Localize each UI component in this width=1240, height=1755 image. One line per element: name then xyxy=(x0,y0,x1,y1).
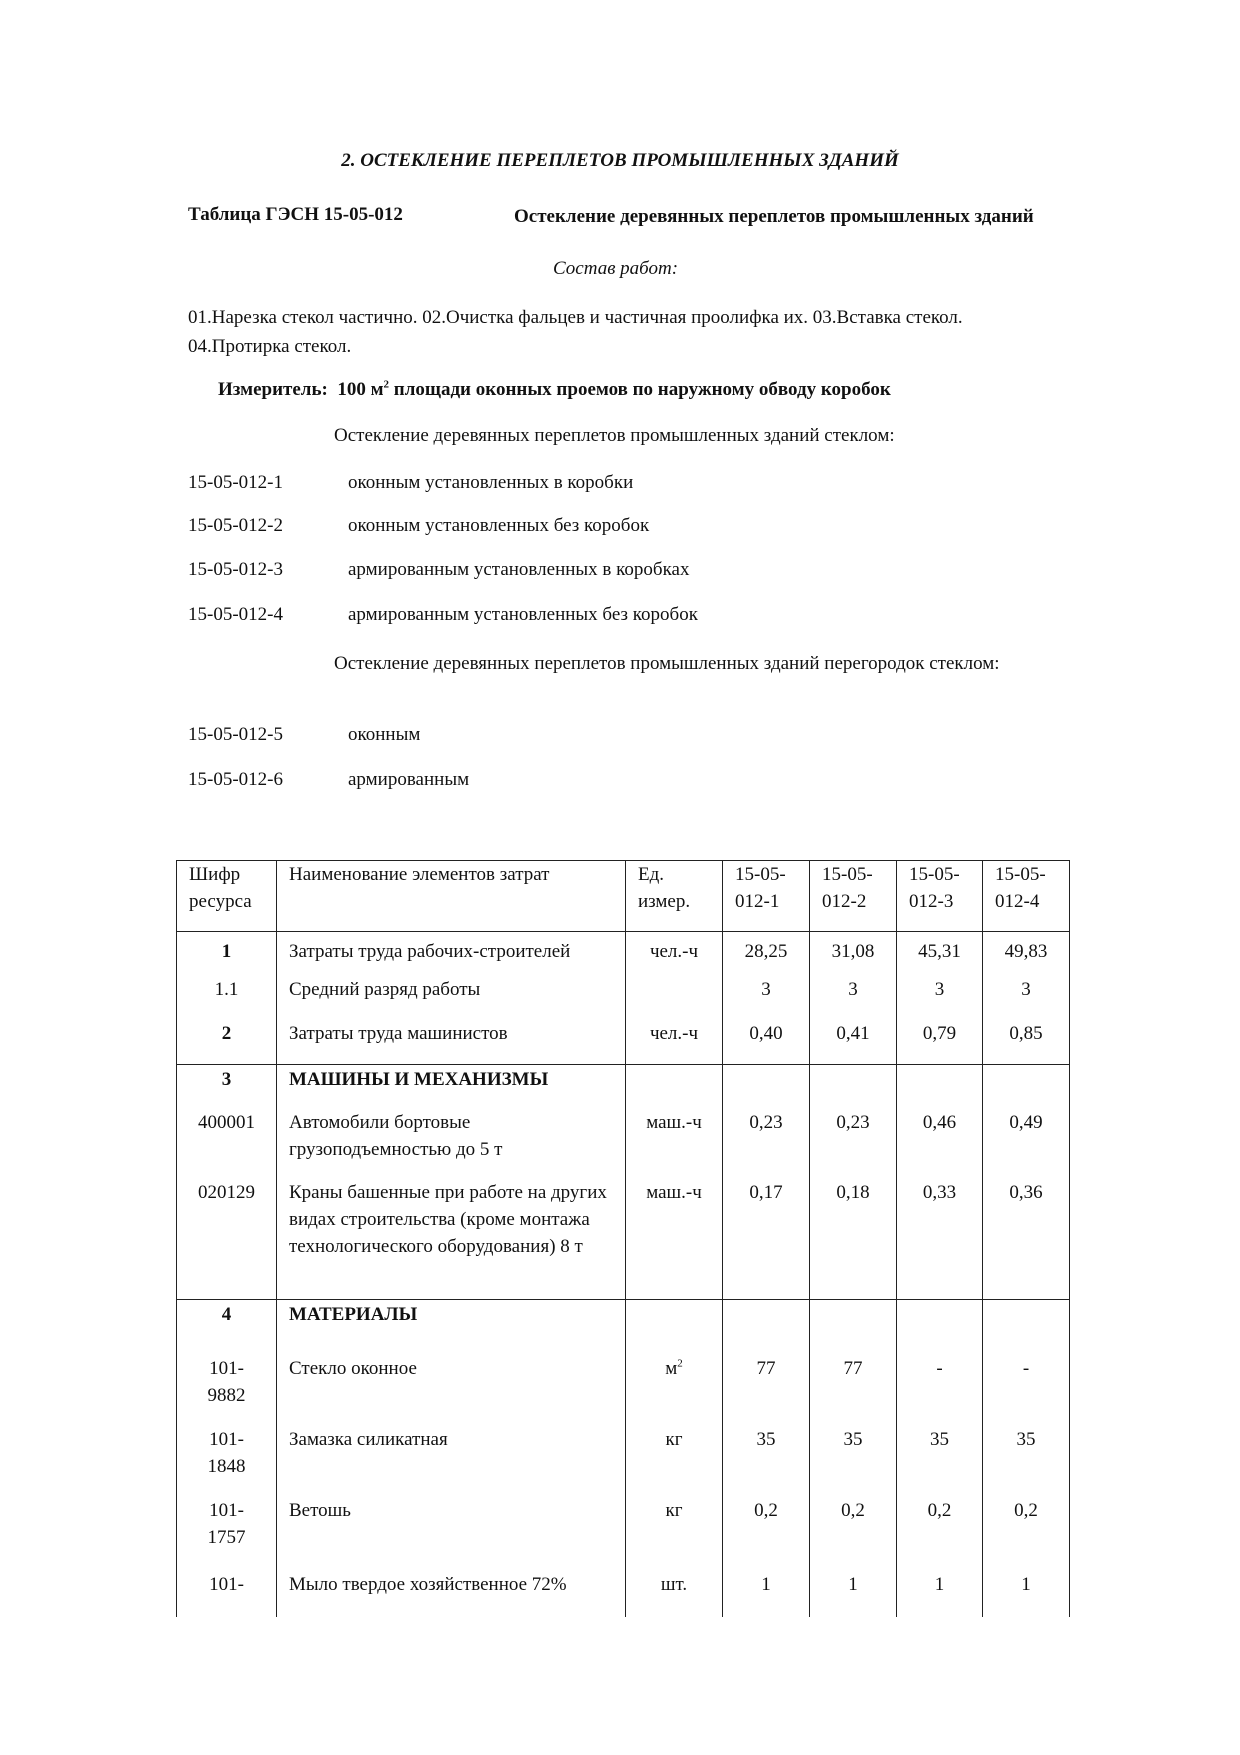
row-value: 0,40 xyxy=(723,1020,810,1065)
row-value: 1 xyxy=(810,1571,897,1617)
row-value: 0,23 xyxy=(723,1109,810,1179)
header-cell: 15-05-012-1 xyxy=(723,861,810,932)
row-code: 400001 xyxy=(177,1109,277,1179)
row-value: 0,17 xyxy=(723,1179,810,1300)
row-value: 3 xyxy=(723,976,810,1020)
table-row xyxy=(177,1497,1070,1571)
row-unit: $м^2$ xyxy=(626,1355,723,1426)
row-value: 3 xyxy=(983,976,1070,1020)
table-section-row xyxy=(177,1300,1070,1355)
row-value: 0,2 xyxy=(983,1497,1070,1571)
header-cell: Наименование элементов затрат xyxy=(277,861,626,932)
row-value: 0,2 xyxy=(897,1497,983,1571)
header-cell: Ед. измер. xyxy=(626,861,723,932)
table-row xyxy=(177,1355,1070,1426)
header-cell: 15-05-012-4 xyxy=(983,861,1070,932)
header-cell: 15-05-012-2 xyxy=(810,861,897,932)
row-code: 1.1 xyxy=(177,976,277,1020)
table-row xyxy=(177,1571,1070,1617)
row-value: 1 xyxy=(723,1571,810,1617)
row-value: 1 xyxy=(897,1571,983,1617)
row-code: 020129 xyxy=(177,1179,277,1300)
header-cell: 15-05-012-3 xyxy=(897,861,983,932)
row-value: 0,33 xyxy=(897,1179,983,1300)
works-text: 01.Нарезка стекол частично. 02.Очистка фальцев и частичная проолифка их. 03.Вставка стекол. 04.Протирка стекол. xyxy=(188,307,963,357)
row-value: 3 xyxy=(810,976,897,1020)
row-value: - xyxy=(983,1355,1070,1426)
table-label: Таблица ГЭСН 15-05-012 xyxy=(188,204,403,225)
item-name: оконным установленных без коробок xyxy=(348,515,650,536)
row-unit: чел.-ч xyxy=(626,932,723,976)
row-name: Средний разряд работы xyxy=(277,976,626,1020)
row-name: МАТЕРИАЛЫ xyxy=(277,1300,626,1355)
row-name: Краны башенные при работе на других видах строительства (кроме монтажа технологического оборудования) 8 т xyxy=(277,1179,626,1300)
table-row xyxy=(177,1179,1070,1300)
row-value: 0,2 xyxy=(810,1497,897,1571)
works-heading: Состав работ: xyxy=(553,258,679,279)
table-row xyxy=(177,976,1070,1020)
item-name: армированным xyxy=(348,769,470,790)
section-title: 2. ОСТЕКЛЕНИЕ ПЕРЕПЛЕТОВ ПРОМЫШЛЕННЫХ ЗДАНИЙ xyxy=(341,150,899,171)
row-value: 35 xyxy=(897,1426,983,1497)
row-value: 77 xyxy=(810,1355,897,1426)
table-header-row xyxy=(177,861,1070,932)
item-code: 15-05-012-5 xyxy=(188,724,283,745)
item-name: армированным установленных без коробок xyxy=(348,604,698,625)
row-name: Замазка силикатная xyxy=(277,1426,626,1497)
row-unit: кг xyxy=(626,1497,723,1571)
row-unit xyxy=(626,976,723,1020)
row-value: 35 xyxy=(723,1426,810,1497)
item-name: оконным установленных в коробки xyxy=(348,472,634,493)
table-row xyxy=(177,1426,1070,1497)
row-name: Автомобили бортовые грузоподъемностью до 5 т xyxy=(277,1109,626,1179)
row-value: 28,25 xyxy=(723,932,810,976)
measure-label: Измеритель: xyxy=(218,379,328,400)
table-name: Остекление деревянных переплетов промышленных зданий xyxy=(514,206,1034,227)
row-unit: шт. xyxy=(626,1571,723,1617)
row-value: - xyxy=(897,1355,983,1426)
row-value: 0,41 xyxy=(810,1020,897,1065)
row-value: 1 xyxy=(983,1571,1070,1617)
item-code: 15-05-012-3 xyxy=(188,559,283,580)
item-code: 15-05-012-4 xyxy=(188,604,283,625)
item-name: оконным xyxy=(348,724,421,745)
row-code: 2 xyxy=(177,1020,277,1065)
row-code: 101-1848 xyxy=(177,1426,277,1497)
table-row xyxy=(177,1109,1070,1179)
row-name: Мыло твердое хозяйственное 72% xyxy=(277,1571,626,1617)
row-name: Затраты труда рабочих-строителей xyxy=(277,932,626,976)
row-code: 4 xyxy=(177,1300,277,1355)
table-row xyxy=(177,1020,1070,1065)
table-row xyxy=(177,932,1070,976)
row-value: 0,18 xyxy=(810,1179,897,1300)
row-name: Стекло оконное xyxy=(277,1355,626,1426)
row-value: 0,2 xyxy=(723,1497,810,1571)
item-code: 15-05-012-1 xyxy=(188,472,283,493)
row-value: 45,31 xyxy=(897,932,983,976)
measure-line xyxy=(218,379,891,401)
row-value: 0,23 xyxy=(810,1109,897,1179)
item-code: 15-05-012-6 xyxy=(188,769,283,790)
row-value: 0,46 xyxy=(897,1109,983,1179)
row-code: 3 xyxy=(177,1065,277,1109)
row-value: 31,08 xyxy=(810,932,897,976)
measure-value: 100 $м^2$ площади оконных проемов по наружному обводу коробок xyxy=(337,378,891,400)
row-unit: кг xyxy=(626,1426,723,1497)
row-value: 0,85 xyxy=(983,1020,1070,1065)
row-unit: чел.-ч xyxy=(626,1020,723,1065)
header-cell: Шифр ресурса xyxy=(177,861,277,932)
group2-heading: Остекление деревянных переплетов промышленных зданий перегородок стеклом: xyxy=(334,653,1000,674)
row-unit: маш.-ч xyxy=(626,1179,723,1300)
row-name: Ветошь xyxy=(277,1497,626,1571)
row-code: 1 xyxy=(177,932,277,976)
row-value: 0,49 xyxy=(983,1109,1070,1179)
row-value: 3 xyxy=(897,976,983,1020)
row-code: 101-9882 xyxy=(177,1355,277,1426)
row-value: 77 xyxy=(723,1355,810,1426)
row-name: Затраты труда машинистов xyxy=(277,1020,626,1065)
item-name: армированным установленных в коробках xyxy=(348,559,690,580)
row-code: 101- xyxy=(177,1571,277,1617)
row-value: 0,79 xyxy=(897,1020,983,1065)
row-unit: маш.-ч xyxy=(626,1109,723,1179)
row-value: 49,83 xyxy=(983,932,1070,976)
item-code: 15-05-012-2 xyxy=(188,515,283,536)
row-value: 0,36 xyxy=(983,1179,1070,1300)
row-name: МАШИНЫ И МЕХАНИЗМЫ xyxy=(277,1065,626,1109)
table-section-row xyxy=(177,1065,1070,1109)
group1-heading: Остекление деревянных переплетов промышленных зданий стеклом: xyxy=(334,425,895,446)
row-value: 35 xyxy=(983,1426,1070,1497)
row-value: 35 xyxy=(810,1426,897,1497)
resource-table xyxy=(176,860,1070,1617)
row-code: 101-1757 xyxy=(177,1497,277,1571)
